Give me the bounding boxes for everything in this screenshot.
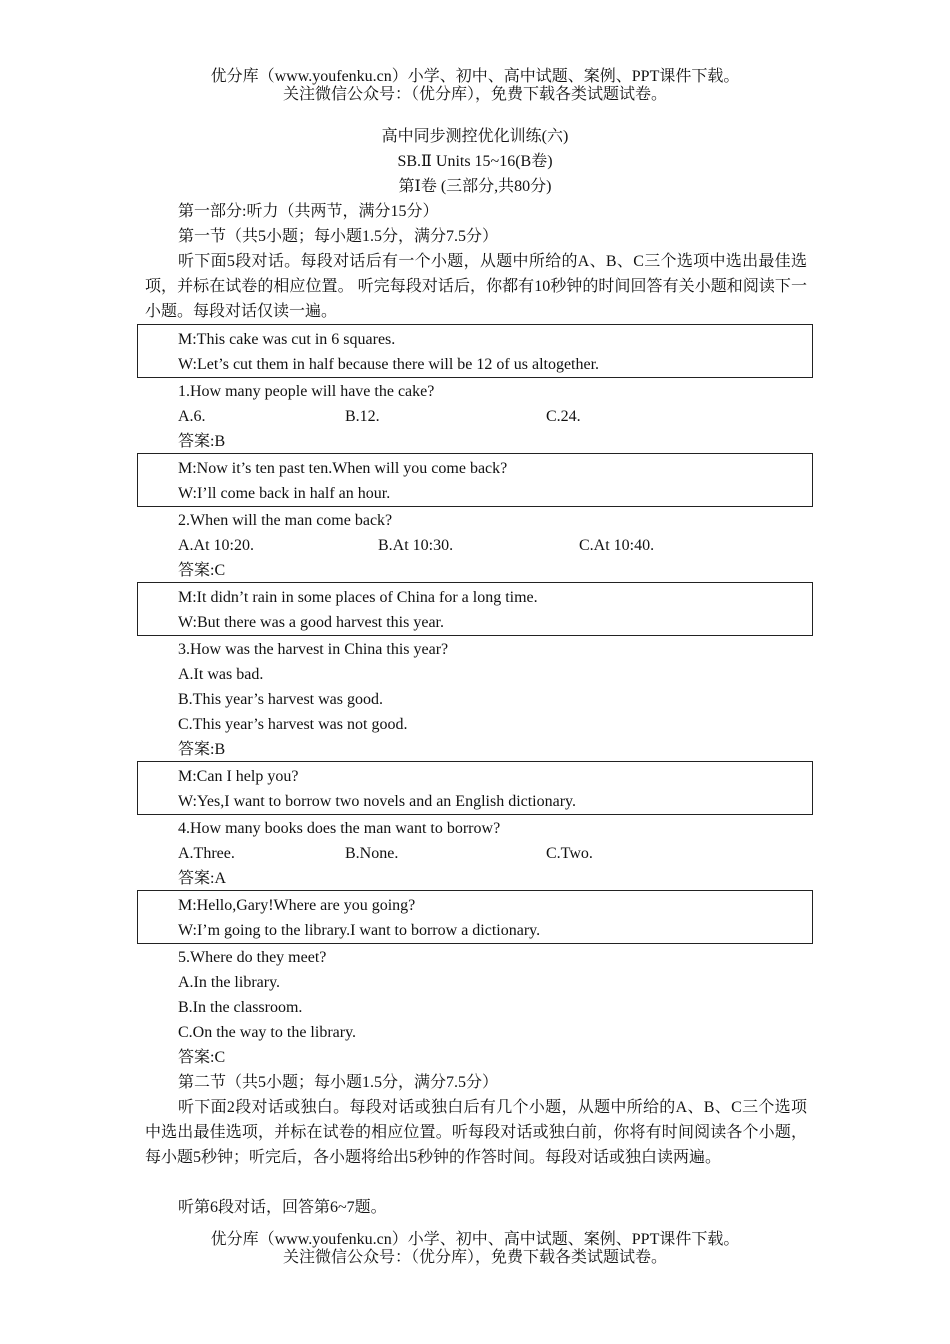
answer-3: 答案:B	[178, 741, 226, 758]
answer-4: 答案:A	[178, 870, 227, 887]
option-c: C.This year’s harvest was not good.	[178, 716, 408, 733]
option-b: B.At 10:30.	[378, 537, 454, 554]
dialogue-line: W:I’ll come back in half an hour.	[178, 485, 391, 502]
dialogue-line: W:Let’s cut them in half because there will be 12 of us altogether.	[178, 356, 600, 373]
doc-title: 高中同步测控优化训练(六)	[381, 128, 569, 145]
dialogue-line: W:Yes,I want to borrow two novels and an English dictionary.	[178, 793, 577, 810]
answer-1: 答案:B	[178, 433, 226, 450]
option-a: A.At 10:20.	[178, 537, 254, 554]
answer-2: 答案:C	[178, 562, 226, 579]
section2-heading: 第二节（共5小题；每小题1.5分，满分7.5分）	[178, 1074, 499, 1091]
header-line-2: 关注微信公众号：（优分库），免费下载各类试题试卷。	[282, 86, 667, 103]
option-b: B.In the classroom.	[178, 999, 303, 1016]
footer-line-2: 关注微信公众号：（优分库），免费下载各类试题试卷。	[282, 1249, 667, 1266]
option-c: C.On the way to the library.	[178, 1024, 357, 1041]
question-3: 3.How was the harvest in China this year?	[178, 641, 449, 658]
section1-heading: 第一节（共5小题；每小题1.5分，满分7.5分）	[178, 228, 499, 245]
dialogue-line: M:Can I help you?	[178, 768, 299, 785]
option-c: C.Two.	[546, 845, 593, 862]
option-a: A.Three.	[178, 845, 235, 862]
doc-subtitle: SB.Ⅱ Units 15~16(B卷)	[397, 153, 553, 170]
option-a: A.It was bad.	[178, 666, 264, 683]
option-a: A.6.	[178, 408, 206, 425]
option-c: C.At 10:40.	[579, 537, 655, 554]
option-c: C.24.	[546, 408, 581, 425]
question-4: 4.How many books does the man want to borrow?	[178, 820, 501, 837]
section2-prompt: 听第6段对话，回答第6~7题。	[178, 1199, 387, 1216]
volume-heading: 第Ⅰ卷 (三部分,共80分)	[398, 178, 552, 195]
option-b: B.This year’s harvest was good.	[178, 691, 383, 708]
dialogue-line: W:But there was a good harvest this year.	[178, 614, 444, 631]
header-line-1: 优分库（www.youfenku.cn）小学、初中、高中试题、案例、PPT课件下载。	[210, 68, 740, 85]
question-5: 5.Where do they meet?	[178, 949, 327, 966]
dialogue-line: M:This cake was cut in 6 squares.	[178, 331, 396, 348]
question-1: 1.How many people will have the cake?	[178, 383, 435, 400]
dialogue-line: M:Hello,Gary!Where are you going?	[178, 897, 416, 914]
section2-instructions: 听下面2段对话或独白。每段对话或独白后有几个小题，从题中所给的A、B、C三个选项中选出最佳选项，并标在试卷的相应位置。听每段对话或独白前，你将有时间阅读各个小题，每小题5秒钟；听完后，各小题将给出5秒钟的作答时间。每段对话或独白读两遍。	[145, 1099, 807, 1166]
dialogue-line: M:Now it’s ten past ten.When will you come back?	[178, 460, 508, 477]
section1-instructions: 听下面5段对话。每段对话后有一个小题，从题中所给的A、B、C三个选项中选出最佳选项，并标在试卷的相应位置。 听完每段对话后，你都有10秒钟的时间回答有关小题和阅读下一小题。每段对话仅读一遍。	[145, 253, 807, 320]
option-a: A.In the library.	[178, 974, 281, 991]
dialogue-line: W:I’m going to the library.I want to borrow a dictionary.	[178, 922, 541, 939]
part1-heading: 第一部分:听力（共两节，满分15分）	[178, 203, 439, 220]
option-b: B.None.	[345, 845, 399, 862]
option-b: B.12.	[345, 408, 380, 425]
footer-line-1: 优分库（www.youfenku.cn）小学、初中、高中试题、案例、PPT课件下载。	[210, 1231, 740, 1248]
dialogue-line: M:It didn’t rain in some places of China for a long time.	[178, 589, 538, 606]
answer-5: 答案:C	[178, 1049, 226, 1066]
question-2: 2.When will the man come back?	[178, 512, 393, 529]
